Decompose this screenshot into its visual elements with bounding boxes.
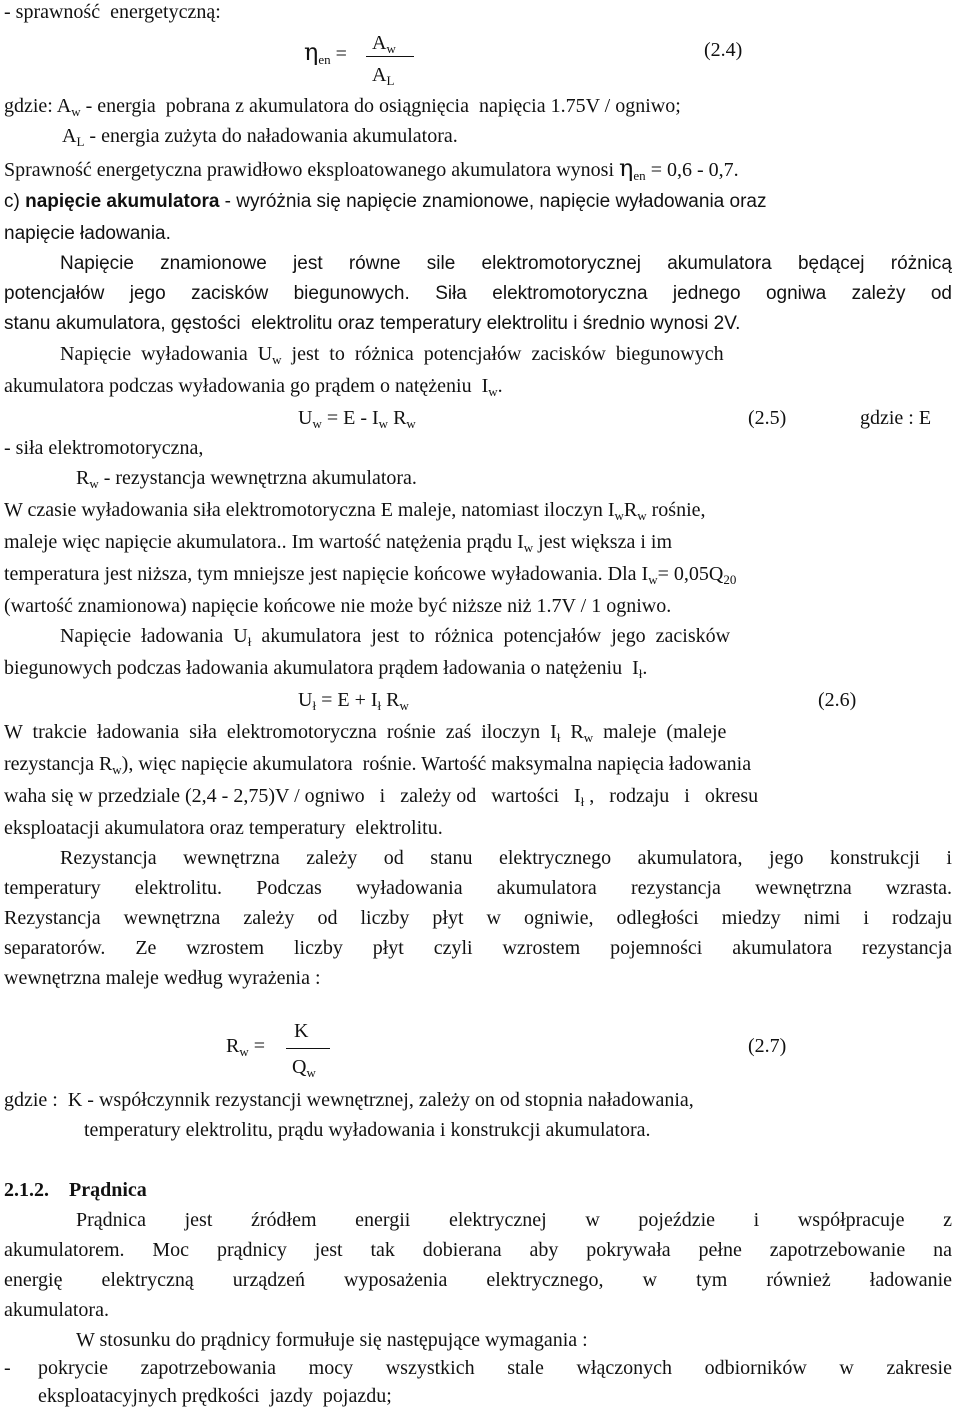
line-28: temperatury elektrolitu. Podczas wyładowania akumulatora rezystancja wewnętrzna wzrasta.	[4, 877, 952, 899]
line-20: Napięcie ładowania $U_ł$ akumulatora jest to różnica potencjałów jego zacisków	[60, 625, 731, 649]
line-13-tail: gdzie : E	[860, 407, 932, 429]
equation-label: (2.4)	[704, 39, 743, 61]
line-18: temperatura jest niższa, tym mniejsze jest napięcie końcowe wyładowania. Dla $I_w= 0,05Q_{20}$	[4, 563, 737, 587]
line-27: Rezystancja wewnętrzna zależy od stanu elektrycznego akumulatora, jego konstrukcji i	[60, 847, 952, 869]
line-7: napięcie ładowania.	[4, 223, 171, 244]
line-33: gdzie : K - współczynnik rezystancji wewnętrznej, zależy on od stopnia naładowania,	[4, 1089, 694, 1111]
line-24: rezystancja $R_w$), więc napięcie akumulatora rośnie. Wartość maksymalna napięcia ładowania	[4, 753, 752, 777]
eta-symbol: $\eta_{en}$ =	[304, 38, 347, 67]
line-31: wewnętrzna maleje według wyrażenia :	[4, 967, 321, 989]
line-30: separatorów. Ze wzrostem liczby płyt czyli wzrostem pojemności akumulatora rezystancja	[4, 937, 952, 959]
equation-label: (2.7)	[748, 1035, 787, 1057]
line-34: temperatury elektrolitu, prądu wyładowania i konstrukcji akumulatora.	[84, 1119, 651, 1141]
fraction: K $Q_w$	[286, 1018, 336, 1082]
line-15: $R_w$ - rezystancja wewnętrzna akumulatora.	[76, 467, 417, 491]
equation-2-5: $U_w = E - I_w$ $R_w$	[298, 407, 416, 431]
line-3: gdzie: $A_w$ - energia pobrana z akumulatora do osiągnięcia napięcia 1.75V / ogniwo;	[4, 95, 681, 119]
equation-label: (2.6)	[818, 689, 857, 711]
line-25: waha się w przedziale (2,4 - 2,75)V / ogniwo i zależy od wartości $I_ł$ , rodzaju i okresu	[4, 785, 759, 809]
section-heading	[4, 1180, 147, 1200]
line-40: W stosunku do prądnicy formułuje się następujące wymagania :	[76, 1329, 588, 1351]
line-41: pokrycie zapotrzebowania mocy wszystkich stale włączonych odbiorników w zakresie	[38, 1357, 952, 1379]
equation-2-6: $U_ł = E + I_ł$ $R_w$	[298, 689, 409, 713]
section-number: 2.1.2.	[4, 1179, 49, 1201]
line-16: W czasie wyładowania siła elektromotoryczna E maleje, natomiast iloczyn $I_wR_w$ rośnie,	[4, 499, 706, 523]
line-17: maleje więc napięcie akumulatora.. Im wartość natężenia prądu $I_w$ jest większa i im	[4, 531, 672, 555]
line-10: stanu akumulatora, gęstości elektrolitu oraz temperatury elektrolitu i średnio wynosi 2V.	[4, 313, 741, 334]
line-9: potencjałów jego zacisków biegunowych. Siła elektromotoryczna jednego ogniwa zależy od	[4, 283, 952, 304]
line-39: akumulatora.	[4, 1299, 109, 1321]
equation-lhs: $R_w$ =	[226, 1035, 266, 1059]
line-5: Sprawność energetyczna prawidłowo eksploatowanego akumulatora wynosi $\eta_{en} = 0,6 - 0,7$.	[4, 154, 739, 183]
line-26: eksploatacji akumulatora oraz temperatury elektrolitu.	[4, 817, 443, 839]
line-23: W trakcie ładowania siła elektromotoryczna rośnie zaś iloczyn $I_ł$ $R_w$ maleje (maleje	[4, 721, 727, 745]
line-11: Napięcie wyładowania $U_w$ jest to różnica potencjałów zacisków biegunowych	[60, 343, 724, 367]
line-42: eksploatacyjnych prędkości jazdy pojazdu;	[38, 1385, 392, 1407]
line-4: $A_L$ - energia zużyta do naładowania akumulatora.	[62, 125, 458, 149]
fraction: $A_w$ $A_L$	[366, 30, 416, 90]
list-bullet: -	[4, 1357, 11, 1379]
line-1: - sprawność energetyczną:	[4, 1, 221, 23]
line-29: Rezystancja wewnętrzna zależy od liczby płyt w ogniwie, odległości miedzy nimi i rodzaju	[4, 907, 952, 929]
line-36: Prądnica jest źródłem energii elektrycznej w pojeździe i współpracuje z	[76, 1209, 952, 1231]
line-14: - siła elektromotoryczna,	[4, 437, 204, 459]
equation-label: (2.5)	[748, 407, 787, 429]
line-19: (wartość znamionowa) napięcie końcowe nie może być niższe niż 1.7V / 1 ogniwo.	[4, 595, 672, 617]
line-8: Napięcie znamionowe jest równe sile elektromotorycznej akumulatora będącej różnicą	[60, 253, 952, 274]
line-6: c) napięcie akumulatora - wyróżnia się napięcie znamionowe, napięcie wyładowania oraz	[4, 191, 767, 212]
line-38: energię elektryczną urządzeń wyposażenia elektrycznego, w tym również ładowanie	[4, 1269, 952, 1291]
line-37: akumulatorem. Moc prądnicy jest tak dobierana aby pokrywała pełne zapotrzebowanie na	[4, 1239, 952, 1261]
line-12: akumulatora podczas wyładowania go prądem o natężeniu $I_w$.	[4, 375, 503, 399]
section-title: Prądnica	[69, 1179, 147, 1201]
line-21: biegunowych podczas ładowania akumulatora prądem ładowania o natężeniu $I_ł$.	[4, 657, 648, 681]
